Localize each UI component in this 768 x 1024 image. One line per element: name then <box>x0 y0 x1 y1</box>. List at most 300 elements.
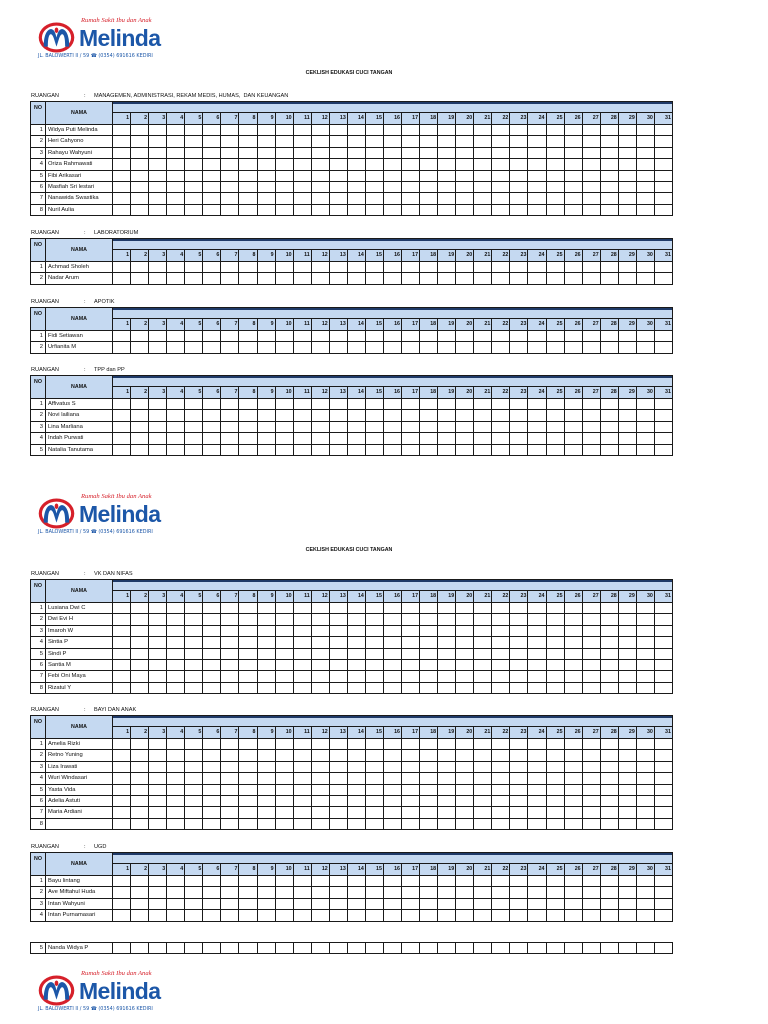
day-check-cell <box>565 614 583 624</box>
day-check-cell <box>131 148 149 158</box>
day-check-cell <box>583 136 601 146</box>
day-check-cell <box>258 649 276 659</box>
day-check-cell <box>348 331 366 341</box>
row-number: 4 <box>31 433 46 443</box>
day-check-cell <box>547 445 565 455</box>
staff-name: Indah Purwati <box>46 433 113 443</box>
day-check-cell <box>547 193 565 203</box>
day-check-cell <box>131 125 149 135</box>
day-check-cell <box>402 819 420 829</box>
day-check-cell <box>366 614 384 624</box>
day-check-cell <box>492 807 510 817</box>
day-check-cell <box>420 637 438 647</box>
day-check-cell <box>547 626 565 636</box>
day-check-cell <box>456 193 474 203</box>
day-check-cell <box>330 637 348 647</box>
header-day-number: 2 <box>131 319 149 330</box>
day-check-cell <box>330 660 348 670</box>
table-row <box>31 887 672 898</box>
day-check-cells <box>113 876 672 886</box>
header-day-number: 29 <box>619 591 637 602</box>
header-day-number: 24 <box>528 113 546 124</box>
header-day-number: 19 <box>438 113 456 124</box>
day-check-cell <box>294 193 312 203</box>
day-check-cell <box>601 626 619 636</box>
row-number: 5 <box>31 649 46 659</box>
day-check-cell <box>239 671 257 681</box>
ruangan-line <box>30 298 673 307</box>
day-check-cell <box>167 445 185 455</box>
header-day-number: 14 <box>348 727 366 738</box>
day-check-cell <box>420 171 438 181</box>
day-check-cell <box>113 637 131 647</box>
day-check-cell <box>474 899 492 909</box>
header-no: NO <box>31 308 46 330</box>
day-check-cell <box>619 331 637 341</box>
day-check-cell <box>276 433 294 443</box>
day-check-cell <box>438 603 456 613</box>
day-check-cell <box>565 205 583 215</box>
day-check-cell <box>492 171 510 181</box>
day-check-cell <box>294 773 312 783</box>
day-check-cell <box>221 433 239 443</box>
day-check-cell <box>348 182 366 192</box>
day-check-cell <box>402 410 420 420</box>
header-day-number: 25 <box>547 387 565 398</box>
day-check-cell <box>149 125 167 135</box>
row-number: 5 <box>31 445 46 455</box>
day-check-cell <box>655 637 672 647</box>
day-check-cell <box>528 683 546 693</box>
day-check-cell <box>547 910 565 920</box>
header-day-number: 20 <box>456 864 474 875</box>
day-check-cell <box>474 819 492 829</box>
day-check-cell <box>221 205 239 215</box>
day-check-cell <box>438 159 456 169</box>
table-row <box>31 649 672 660</box>
day-check-cell <box>294 626 312 636</box>
row-number: 3 <box>31 148 46 158</box>
day-check-cell <box>565 136 583 146</box>
day-check-cell <box>547 205 565 215</box>
day-check-cell <box>131 683 149 693</box>
header-day-number: 18 <box>420 387 438 398</box>
header-day-number: 15 <box>366 113 384 124</box>
day-check-cell <box>167 796 185 806</box>
day-check-cell <box>619 193 637 203</box>
day-check-cell <box>131 626 149 636</box>
day-check-cell <box>149 148 167 158</box>
day-check-cell <box>438 637 456 647</box>
header-day-number: 19 <box>438 387 456 398</box>
day-check-cell <box>113 342 131 352</box>
day-check-cell <box>312 182 330 192</box>
header-day-number: 10 <box>276 113 294 124</box>
day-check-cell <box>149 739 167 749</box>
day-check-cell <box>474 671 492 681</box>
day-check-cell <box>547 614 565 624</box>
day-check-cell <box>258 399 276 409</box>
day-check-cell <box>185 899 203 909</box>
header-day-number: 6 <box>203 319 221 330</box>
day-check-cell <box>438 433 456 443</box>
day-check-cell <box>655 205 672 215</box>
day-check-cell <box>185 171 203 181</box>
day-check-cell <box>528 148 546 158</box>
day-check-cell <box>510 410 528 420</box>
day-check-cells <box>113 671 672 681</box>
day-check-cell <box>294 739 312 749</box>
day-check-cell <box>474 785 492 795</box>
day-check-cell <box>402 796 420 806</box>
day-check-cell <box>420 671 438 681</box>
header-day-number: 3 <box>149 591 167 602</box>
day-check-cell <box>294 422 312 432</box>
day-check-cell <box>276 637 294 647</box>
day-check-cell <box>348 614 366 624</box>
day-check-cells <box>113 125 672 135</box>
day-check-cell <box>203 887 221 897</box>
day-check-cell <box>528 649 546 659</box>
staff-name: Nuril Aulia <box>46 205 113 215</box>
day-check-cell <box>294 762 312 772</box>
day-check-cell <box>492 637 510 647</box>
header-day-number: 18 <box>420 319 438 330</box>
day-check-cell <box>312 614 330 624</box>
day-check-cell <box>384 649 402 659</box>
day-check-cell <box>583 603 601 613</box>
header-day-number: 7 <box>221 864 239 875</box>
day-check-cell <box>510 125 528 135</box>
table-row <box>31 193 672 204</box>
header-day-number: 26 <box>565 113 583 124</box>
header-days-band <box>113 102 672 113</box>
row-number: 7 <box>31 671 46 681</box>
day-check-cell <box>547 182 565 192</box>
day-check-cell <box>510 433 528 443</box>
day-check-cell <box>221 887 239 897</box>
day-check-cell <box>221 262 239 272</box>
day-check-cell <box>185 660 203 670</box>
day-check-cell <box>492 159 510 169</box>
day-check-cell <box>420 125 438 135</box>
header-day-number: 2 <box>131 864 149 875</box>
emblem-center <box>55 980 59 985</box>
day-check-cell <box>185 331 203 341</box>
ruangan-label: RUANGAN <box>31 93 59 99</box>
day-check-cell <box>655 819 672 829</box>
day-check-cell <box>203 943 221 953</box>
header-days-band <box>113 376 672 387</box>
day-check-cell <box>510 649 528 659</box>
day-check-cell <box>456 603 474 613</box>
day-check-cell <box>510 422 528 432</box>
day-check-cell <box>348 445 366 455</box>
day-check-cell <box>492 136 510 146</box>
day-check-cell <box>565 660 583 670</box>
ruangan-label: RUANGAN <box>31 299 59 305</box>
day-check-cell <box>565 342 583 352</box>
table-row <box>31 807 672 818</box>
day-check-cell <box>456 125 474 135</box>
header-days-band <box>113 580 672 591</box>
header-day-number: 13 <box>330 250 348 261</box>
day-check-cell <box>402 148 420 158</box>
day-check-cell <box>185 626 203 636</box>
day-check-cell <box>348 887 366 897</box>
day-check-cell <box>583 807 601 817</box>
day-check-cells <box>113 943 672 953</box>
day-check-cell <box>294 819 312 829</box>
day-check-cell <box>330 182 348 192</box>
day-check-cell <box>239 193 257 203</box>
day-check-cell <box>510 739 528 749</box>
ruangan-name: TPP dan PP <box>94 367 125 373</box>
day-check-cell <box>438 899 456 909</box>
staff-name: Dwi Evi H <box>46 614 113 624</box>
day-check-cell <box>294 899 312 909</box>
header-day-number: 2 <box>131 591 149 602</box>
hospital-tagline: Rumah Sakit Ibu dan Anak <box>81 970 152 977</box>
day-check-cells <box>113 626 672 636</box>
day-check-cell <box>203 785 221 795</box>
day-check-cell <box>221 739 239 749</box>
header-day-number: 28 <box>601 113 619 124</box>
day-check-cell <box>239 171 257 181</box>
day-check-cell <box>294 649 312 659</box>
day-check-cell <box>149 273 167 283</box>
day-check-cell <box>185 410 203 420</box>
room-section <box>30 843 673 922</box>
row-number: 1 <box>31 603 46 613</box>
day-check-cell <box>637 887 655 897</box>
day-check-cell <box>131 671 149 681</box>
header-day-number: 26 <box>565 591 583 602</box>
table-row <box>31 614 672 625</box>
day-check-cell <box>239 614 257 624</box>
day-check-cell <box>420 262 438 272</box>
day-check-cells <box>113 807 672 817</box>
day-check-cell <box>601 637 619 647</box>
day-check-cell <box>384 762 402 772</box>
header-day-number: 15 <box>366 864 384 875</box>
day-check-cell <box>402 262 420 272</box>
day-check-cell <box>601 876 619 886</box>
day-check-cell <box>113 159 131 169</box>
day-check-cell <box>583 750 601 760</box>
day-check-cell <box>583 125 601 135</box>
day-check-cell <box>258 136 276 146</box>
header-day-number: 23 <box>510 727 528 738</box>
day-check-cells <box>113 422 672 432</box>
day-check-cell <box>113 125 131 135</box>
day-check-cell <box>203 422 221 432</box>
staff-name: Novi lailiana <box>46 410 113 420</box>
day-check-cell <box>312 683 330 693</box>
day-check-cell <box>131 342 149 352</box>
day-check-cell <box>258 637 276 647</box>
day-check-cell <box>221 445 239 455</box>
day-check-cell <box>113 331 131 341</box>
day-check-cell <box>456 887 474 897</box>
day-check-cell <box>655 887 672 897</box>
day-check-cell <box>619 671 637 681</box>
day-check-cell <box>239 273 257 283</box>
day-check-cell <box>113 148 131 158</box>
day-check-cell <box>619 433 637 443</box>
day-check-cells <box>113 182 672 192</box>
day-check-cell <box>312 910 330 920</box>
day-check-cell <box>330 422 348 432</box>
day-check-cell <box>528 671 546 681</box>
day-check-cell <box>113 182 131 192</box>
day-check-cell <box>348 910 366 920</box>
day-check-cell <box>510 660 528 670</box>
header-days <box>113 376 672 398</box>
day-check-cell <box>402 910 420 920</box>
day-check-cell <box>203 273 221 283</box>
day-check-cell <box>366 182 384 192</box>
day-check-cell <box>294 750 312 760</box>
day-check-cell <box>167 876 185 886</box>
header-day-number: 8 <box>239 387 257 398</box>
day-check-cell <box>185 762 203 772</box>
day-check-cell <box>312 422 330 432</box>
header-day-number: 2 <box>131 250 149 261</box>
day-check-cell <box>167 773 185 783</box>
day-check-cell <box>294 410 312 420</box>
day-check-cell <box>655 739 672 749</box>
day-check-cell <box>276 125 294 135</box>
day-check-cell <box>366 649 384 659</box>
day-check-cell <box>348 342 366 352</box>
day-check-cell <box>239 807 257 817</box>
header-day-numbers <box>113 727 672 738</box>
day-check-cell <box>312 148 330 158</box>
day-check-cell <box>131 750 149 760</box>
day-check-cell <box>619 785 637 795</box>
row-number: 5 <box>31 171 46 181</box>
staff-name: Febi Oni Maya <box>46 671 113 681</box>
day-check-cell <box>402 171 420 181</box>
table-header <box>31 308 672 331</box>
day-check-cell <box>294 125 312 135</box>
day-check-cell <box>474 433 492 443</box>
day-check-cell <box>655 671 672 681</box>
ruangan-label: RUANGAN <box>31 230 59 236</box>
header-day-number: 13 <box>330 727 348 738</box>
header-day-number: 10 <box>276 591 294 602</box>
day-check-cell <box>438 205 456 215</box>
day-check-cell <box>185 773 203 783</box>
day-check-cell <box>528 614 546 624</box>
header-day-number: 5 <box>185 387 203 398</box>
day-check-cells <box>113 445 672 455</box>
day-check-cells <box>113 660 672 670</box>
day-check-cell <box>619 342 637 352</box>
day-check-cells <box>113 262 672 272</box>
day-check-cell <box>366 683 384 693</box>
day-check-cell <box>384 331 402 341</box>
row-number: 6 <box>31 660 46 670</box>
day-check-cell <box>384 399 402 409</box>
day-check-cell <box>366 136 384 146</box>
day-check-cell <box>239 182 257 192</box>
row-number: 1 <box>31 125 46 135</box>
day-check-cell <box>203 182 221 192</box>
day-check-cell <box>312 660 330 670</box>
day-check-cell <box>637 773 655 783</box>
day-check-cell <box>366 762 384 772</box>
day-check-cell <box>474 762 492 772</box>
day-check-cell <box>203 807 221 817</box>
day-check-cell <box>528 136 546 146</box>
day-check-cell <box>113 649 131 659</box>
header-days-band <box>113 308 672 319</box>
header-days-band <box>113 239 672 250</box>
day-check-cell <box>474 660 492 670</box>
day-check-cell <box>547 148 565 158</box>
day-check-cell <box>510 943 528 953</box>
day-check-cell <box>565 887 583 897</box>
day-check-cell <box>547 399 565 409</box>
day-check-cell <box>131 171 149 181</box>
day-check-cell <box>113 683 131 693</box>
day-check-cell <box>384 422 402 432</box>
row-number: 2 <box>31 136 46 146</box>
header-day-number: 5 <box>185 727 203 738</box>
day-check-cell <box>312 785 330 795</box>
header-day-number: 17 <box>402 113 420 124</box>
header-day-number: 21 <box>474 387 492 398</box>
day-check-cell <box>149 205 167 215</box>
table-header <box>31 376 672 399</box>
day-check-cell <box>456 342 474 352</box>
day-check-cell <box>113 899 131 909</box>
day-check-cell <box>312 125 330 135</box>
day-check-cell <box>276 603 294 613</box>
day-check-cell <box>239 331 257 341</box>
day-check-cell <box>528 342 546 352</box>
day-check-cell <box>528 445 546 455</box>
day-check-cell <box>221 683 239 693</box>
day-check-cell <box>420 193 438 203</box>
day-check-cell <box>167 262 185 272</box>
table-row <box>31 331 672 342</box>
header-day-number: 31 <box>665 389 671 395</box>
day-check-cell <box>420 796 438 806</box>
table-row <box>31 205 672 216</box>
day-check-cell <box>492 739 510 749</box>
day-check-cell <box>276 910 294 920</box>
row-number: 1 <box>31 262 46 272</box>
staff-name: Masfiah Sri lestari <box>46 182 113 192</box>
day-check-cell <box>312 342 330 352</box>
day-check-cell <box>528 603 546 613</box>
day-check-cell <box>185 943 203 953</box>
day-check-cell <box>366 273 384 283</box>
day-check-cell <box>330 819 348 829</box>
day-check-cell <box>637 626 655 636</box>
day-check-cell <box>366 671 384 681</box>
day-check-cell <box>601 205 619 215</box>
day-check-cell <box>583 910 601 920</box>
day-check-cell <box>402 943 420 953</box>
day-check-cell <box>565 943 583 953</box>
staff-name: Adelia Astuti <box>46 796 113 806</box>
header-day-number: 22 <box>492 727 510 738</box>
day-check-cell <box>637 807 655 817</box>
